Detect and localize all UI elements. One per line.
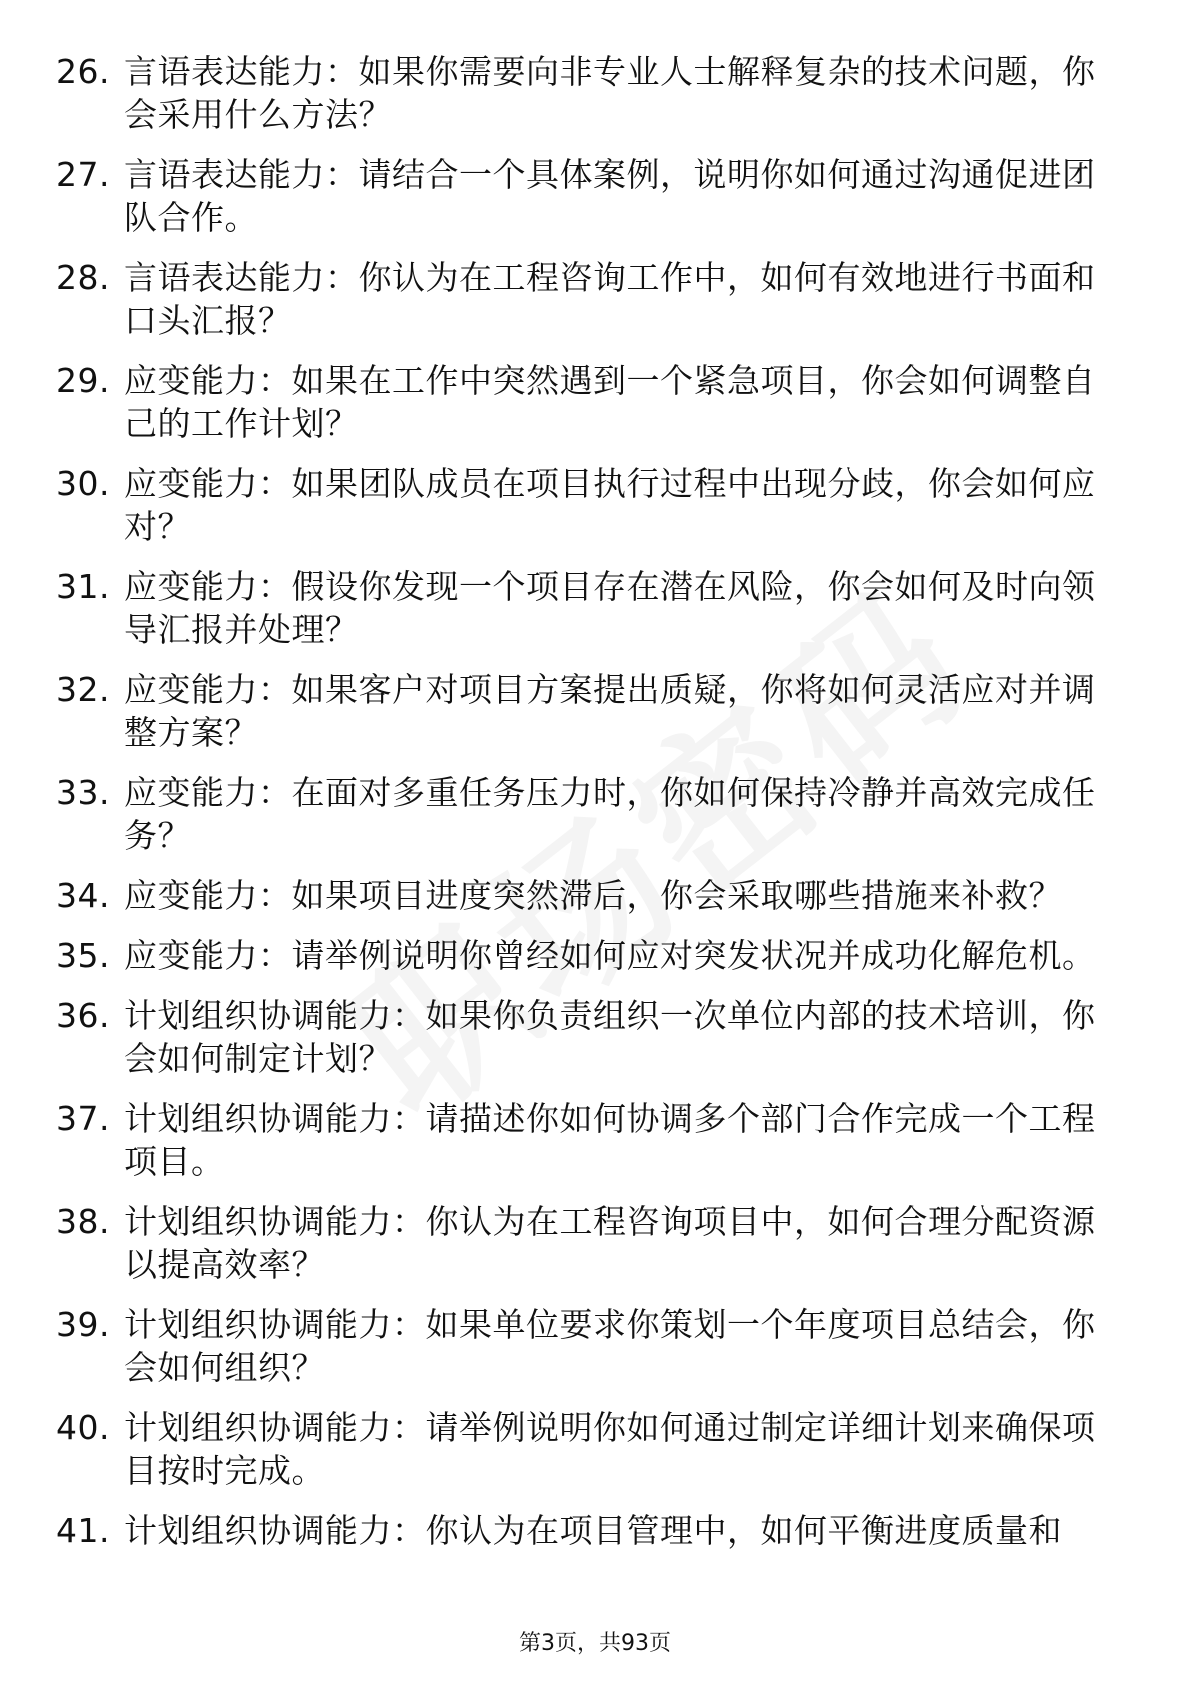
question-item bbox=[56, 934, 1126, 977]
question-item bbox=[56, 1200, 1126, 1286]
question-item bbox=[56, 359, 1126, 445]
question-number: 32. bbox=[56, 670, 110, 709]
question-text: 应变能力：如果项目进度突然滞后，你会采取哪些措施来补救？ bbox=[124, 876, 1062, 915]
question-text: 应变能力：如果团队成员在项目执行过程中出现分歧，你会如何应对？ bbox=[124, 464, 1096, 546]
question-number: 30. bbox=[56, 464, 110, 503]
question-list bbox=[56, 50, 1126, 1569]
question-text: 言语表达能力：如果你需要向非专业人士解释复杂的技术问题，你会采用什么方法？ bbox=[124, 52, 1096, 134]
question-item bbox=[56, 1509, 1126, 1552]
question-number: 27. bbox=[56, 155, 110, 194]
question-item bbox=[56, 771, 1126, 857]
question-item bbox=[56, 50, 1126, 136]
question-number: 33. bbox=[56, 773, 110, 812]
question-text: 计划组织协调能力：如果你负责组织一次单位内部的技术培训，你会如何制定计划？ bbox=[124, 996, 1096, 1078]
question-number: 31. bbox=[56, 567, 110, 606]
question-number: 34. bbox=[56, 876, 110, 915]
question-item bbox=[56, 668, 1126, 754]
question-number: 28. bbox=[56, 258, 110, 297]
question-text: 应变能力：请举例说明你曾经如何应对突发状况并成功化解危机。 bbox=[124, 936, 1096, 975]
question-text: 计划组织协调能力：你认为在工程咨询项目中，如何合理分配资源以提高效率？ bbox=[124, 1202, 1096, 1284]
question-text: 计划组织协调能力：如果单位要求你策划一个年度项目总结会，你会如何组织？ bbox=[124, 1305, 1096, 1387]
question-item bbox=[56, 462, 1126, 548]
question-number: 29. bbox=[56, 361, 110, 400]
question-item bbox=[56, 565, 1126, 651]
question-item bbox=[56, 994, 1126, 1080]
question-number: 37. bbox=[56, 1099, 110, 1138]
question-text: 应变能力：如果在工作中突然遇到一个紧急项目，你会如何调整自己的工作计划？ bbox=[124, 361, 1096, 443]
question-number: 35. bbox=[56, 936, 110, 975]
question-item bbox=[56, 1406, 1126, 1492]
question-text: 计划组织协调能力：请举例说明你如何通过制定详细计划来确保项目按时完成。 bbox=[124, 1408, 1096, 1490]
question-item bbox=[56, 1097, 1126, 1183]
question-number: 26. bbox=[56, 52, 110, 91]
question-item bbox=[56, 153, 1126, 239]
question-item bbox=[56, 256, 1126, 342]
question-number: 41. bbox=[56, 1511, 110, 1550]
question-item bbox=[56, 874, 1126, 917]
question-item bbox=[56, 1303, 1126, 1389]
question-text: 应变能力：在面对多重任务压力时，你如何保持冷静并高效完成任务？ bbox=[124, 773, 1096, 855]
question-number: 40. bbox=[56, 1408, 110, 1447]
question-text: 言语表达能力：你认为在工程咨询工作中，如何有效地进行书面和口头汇报？ bbox=[124, 258, 1096, 340]
question-text: 应变能力：如果客户对项目方案提出质疑，你将如何灵活应对并调整方案？ bbox=[124, 670, 1096, 752]
question-number: 39. bbox=[56, 1305, 110, 1344]
question-text: 应变能力：假设你发现一个项目存在潜在风险，你会如何及时向领导汇报并处理？ bbox=[124, 567, 1096, 649]
question-text: 计划组织协调能力：请描述你如何协调多个部门合作完成一个工程项目。 bbox=[124, 1099, 1096, 1181]
question-number: 36. bbox=[56, 996, 110, 1035]
question-text: 计划组织协调能力：你认为在项目管理中，如何平衡进度质量和 bbox=[124, 1511, 1062, 1550]
question-text: 言语表达能力：请结合一个具体案例，说明你如何通过沟通促进团队合作。 bbox=[124, 155, 1096, 237]
page-footer: 第3页，共93页 bbox=[519, 1631, 671, 1656]
question-number: 38. bbox=[56, 1202, 110, 1241]
